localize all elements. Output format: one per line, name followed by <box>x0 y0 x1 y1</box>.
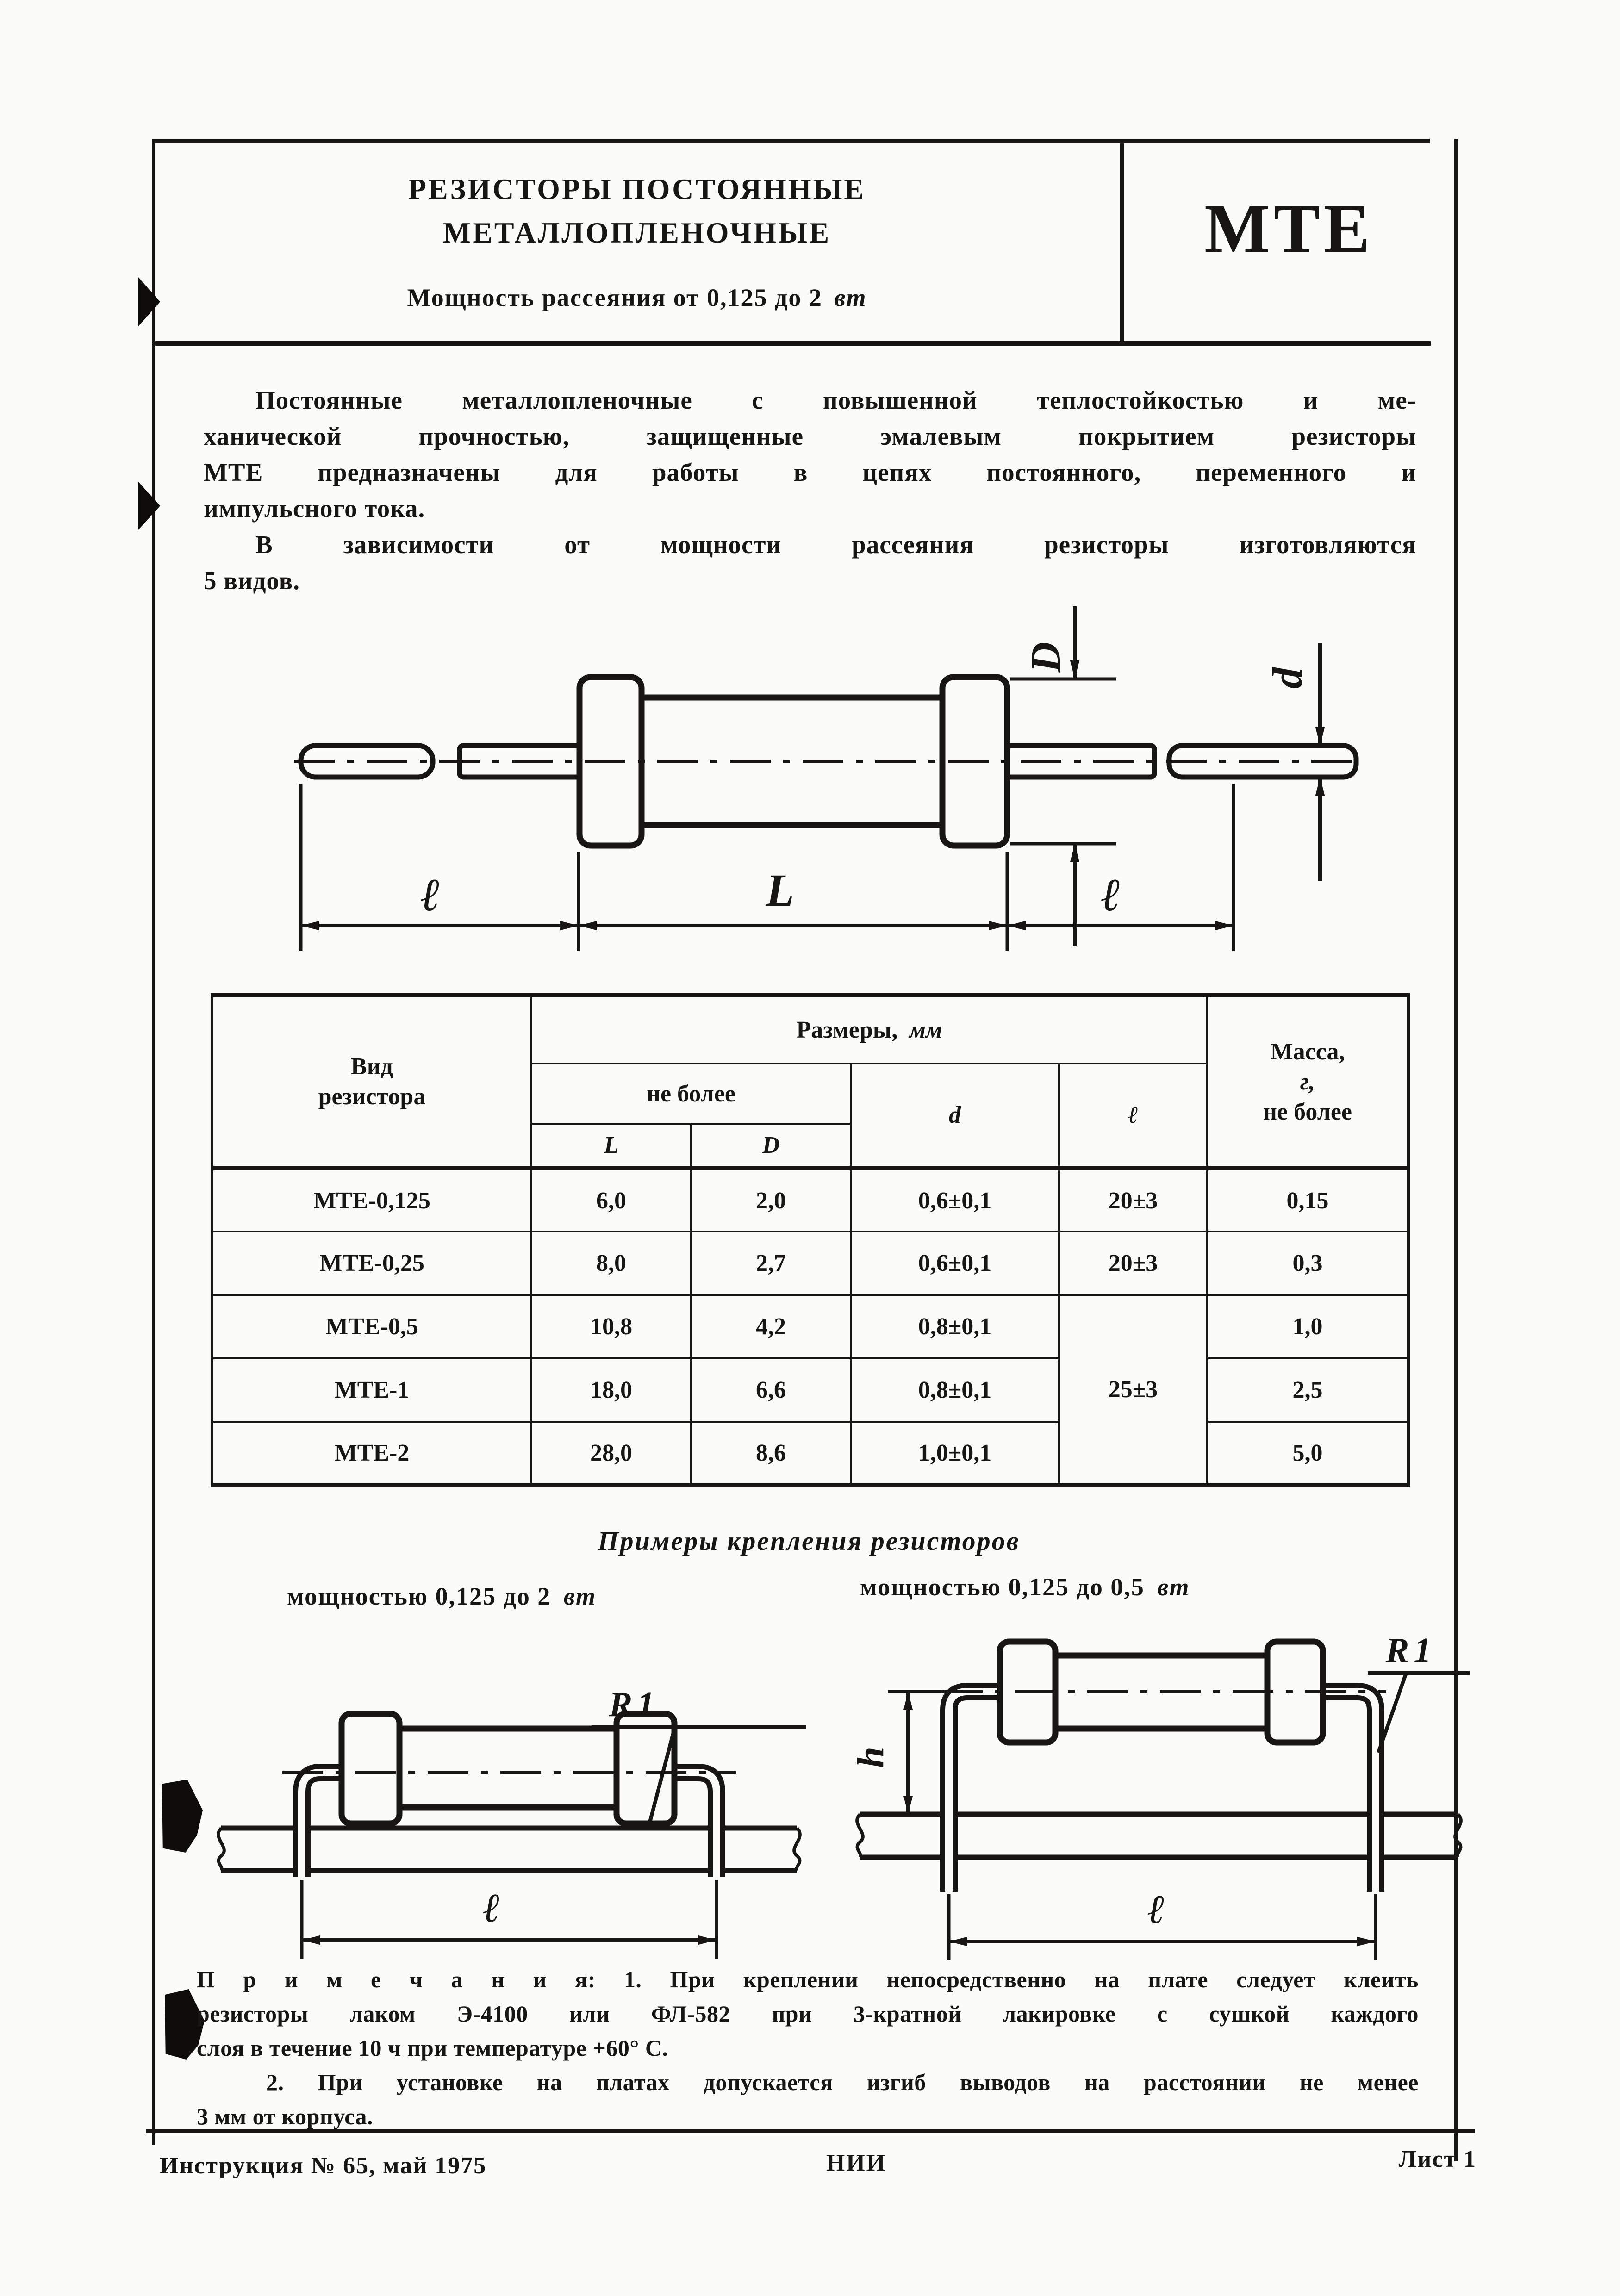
cell-l: 20±3 <box>1059 1232 1207 1295</box>
dim-label-h: h <box>849 1747 891 1768</box>
cell-mass: 2,5 <box>1207 1358 1408 1422</box>
cell-type: МТЕ-0,5 <box>212 1295 531 1358</box>
cell-D: 6,6 <box>691 1358 851 1422</box>
cell-D: 8,6 <box>691 1422 851 1485</box>
cell-l: 20±3 <box>1059 1168 1207 1232</box>
cell-D: 2,0 <box>691 1168 851 1232</box>
cell-mass: 0,3 <box>1207 1232 1408 1295</box>
cell-d: 0,8±0,1 <box>851 1358 1059 1422</box>
cell-type: МТЕ-0,125 <box>212 1168 531 1232</box>
intro-paragraph <box>204 386 1416 602</box>
dim-label-l-right: ℓ <box>1101 869 1121 921</box>
col-group-dimensions: Размеры, мм <box>531 995 1207 1064</box>
cell-d: 1,0±0,1 <box>851 1422 1059 1485</box>
table-row <box>212 1358 1408 1422</box>
table-row <box>212 1295 1408 1358</box>
cell-D: 4,2 <box>691 1295 851 1358</box>
frame-top-border <box>154 139 1430 143</box>
dim-label-l-left: ℓ <box>420 869 441 921</box>
cell-d: 0,8±0,1 <box>851 1295 1059 1358</box>
cell-mass: 1,0 <box>1207 1295 1408 1358</box>
header-bottom-border <box>154 341 1431 346</box>
resistor-body <box>342 1714 674 1823</box>
frame-left-border <box>152 139 155 2145</box>
intro-line: 5 видов. <box>204 566 300 595</box>
dim-label-D: D <box>1022 641 1069 673</box>
cell-mass: 0,15 <box>1207 1168 1408 1232</box>
col-header-mass: Масса, г, не более <box>1207 995 1408 1168</box>
cell-L: 28,0 <box>531 1422 691 1485</box>
mounting-drawing-flat <box>208 1657 810 1981</box>
mounting-caption-right: мощностью 0,125 до 0,5 вт <box>860 1573 1190 1601</box>
doc-title-line1: РЕЗИСТОРЫ ПОСТОЯННЫЕ <box>408 173 866 205</box>
col-header-type: Вид резистора <box>212 995 531 1168</box>
l-dimension <box>302 1880 717 1959</box>
mounting-caption-left: мощностью 0,125 до 2 вт <box>287 1582 597 1610</box>
doc-subtitle-unit: вт <box>834 284 867 311</box>
cell-L: 10,8 <box>531 1295 691 1358</box>
col-group-not-more: не более <box>531 1064 851 1124</box>
cell-mass: 5,0 <box>1207 1422 1408 1485</box>
note-line: П р и м е ч а н и я: 1. При креплении непосредственно на плате следует клеить <box>197 1966 1419 1992</box>
note-line: слоя в течение 10 ч при температуре +60° С. <box>197 2035 668 2061</box>
intro-line: импульсного тока. <box>204 494 425 523</box>
intro-line: В зависимости от мощности рассеяния резисторы изготовляются <box>255 530 1416 559</box>
header-divider-line <box>1120 143 1124 341</box>
footer-instruction: Инструкция № 65, май 1975 <box>160 2153 487 2179</box>
dim-label-l: ℓ <box>483 1886 500 1931</box>
cell-L: 8,0 <box>531 1232 691 1295</box>
cell-type: МТЕ-0,25 <box>212 1232 531 1295</box>
cell-d: 0,6±0,1 <box>851 1168 1059 1232</box>
cell-L: 18,0 <box>531 1358 691 1422</box>
scan-ink-blot-1 <box>162 1780 203 1853</box>
note-line: 3 мм от корпуса. <box>197 2103 374 2129</box>
cell-l-merged: 25±3 <box>1059 1295 1207 1485</box>
note-line: 2. При установке на платах допускается изгиб выводов на расстоянии не менее <box>266 2069 1419 2095</box>
cell-L: 6,0 <box>531 1168 691 1232</box>
label-R1: R1 <box>609 1685 660 1724</box>
doc-subtitle <box>154 283 1120 312</box>
label-R1: R1 <box>1385 1631 1436 1670</box>
intro-line: МТЕ предназначены для работы в цепях постоянного, переменного и <box>204 458 1416 486</box>
doc-subtitle-text: Мощность рассеяния от 0,125 до 2 <box>407 284 822 311</box>
col-header-L: L <box>531 1124 691 1168</box>
col-header-l: ℓ <box>1059 1064 1207 1168</box>
cell-type: МТЕ-1 <box>212 1358 531 1422</box>
dim-label-L: L <box>766 865 794 916</box>
h-dimension <box>888 1692 943 1814</box>
footer-org: НИИ <box>826 2150 887 2176</box>
mounting-drawing-raised <box>847 1618 1472 1979</box>
footer-sheet: Лист 1 <box>1398 2146 1477 2172</box>
intro-line: ханической прочностью, защищенные эмалевым покрытием резисторы <box>204 422 1416 450</box>
dim-label-l: ℓ <box>1147 1887 1165 1932</box>
mounting-heading: Примеры крепления резисторов <box>598 1526 1020 1556</box>
resistor-dimension-drawing <box>278 581 1389 1020</box>
col-header-D: D <box>691 1124 851 1168</box>
cell-type: МТЕ-2 <box>212 1422 531 1485</box>
col-header-d: d <box>851 1064 1059 1168</box>
table-row <box>212 1232 1408 1295</box>
cell-D: 2,7 <box>691 1232 851 1295</box>
table-row <box>212 1422 1408 1485</box>
intro-line: Постоянные металлопленочные с повышенной теплостойкостью и ме- <box>255 386 1416 414</box>
dim-label-d: d <box>1264 667 1311 689</box>
dimensions-table <box>211 993 1410 1487</box>
table-row <box>212 1168 1408 1232</box>
doc-title-line2: МЕТАЛЛОПЛЕНОЧНЫЕ <box>442 216 831 249</box>
type-code: МТЕ <box>1204 190 1374 267</box>
note-line: резисторы лаком Э-4100 или ФЛ-582 при 3-кратной лакировке с сушкой каждого <box>197 2001 1419 2027</box>
cell-d: 0,6±0,1 <box>851 1232 1059 1295</box>
scan-mark-triangle-2 <box>138 481 160 530</box>
notes-block <box>197 1966 1419 2137</box>
